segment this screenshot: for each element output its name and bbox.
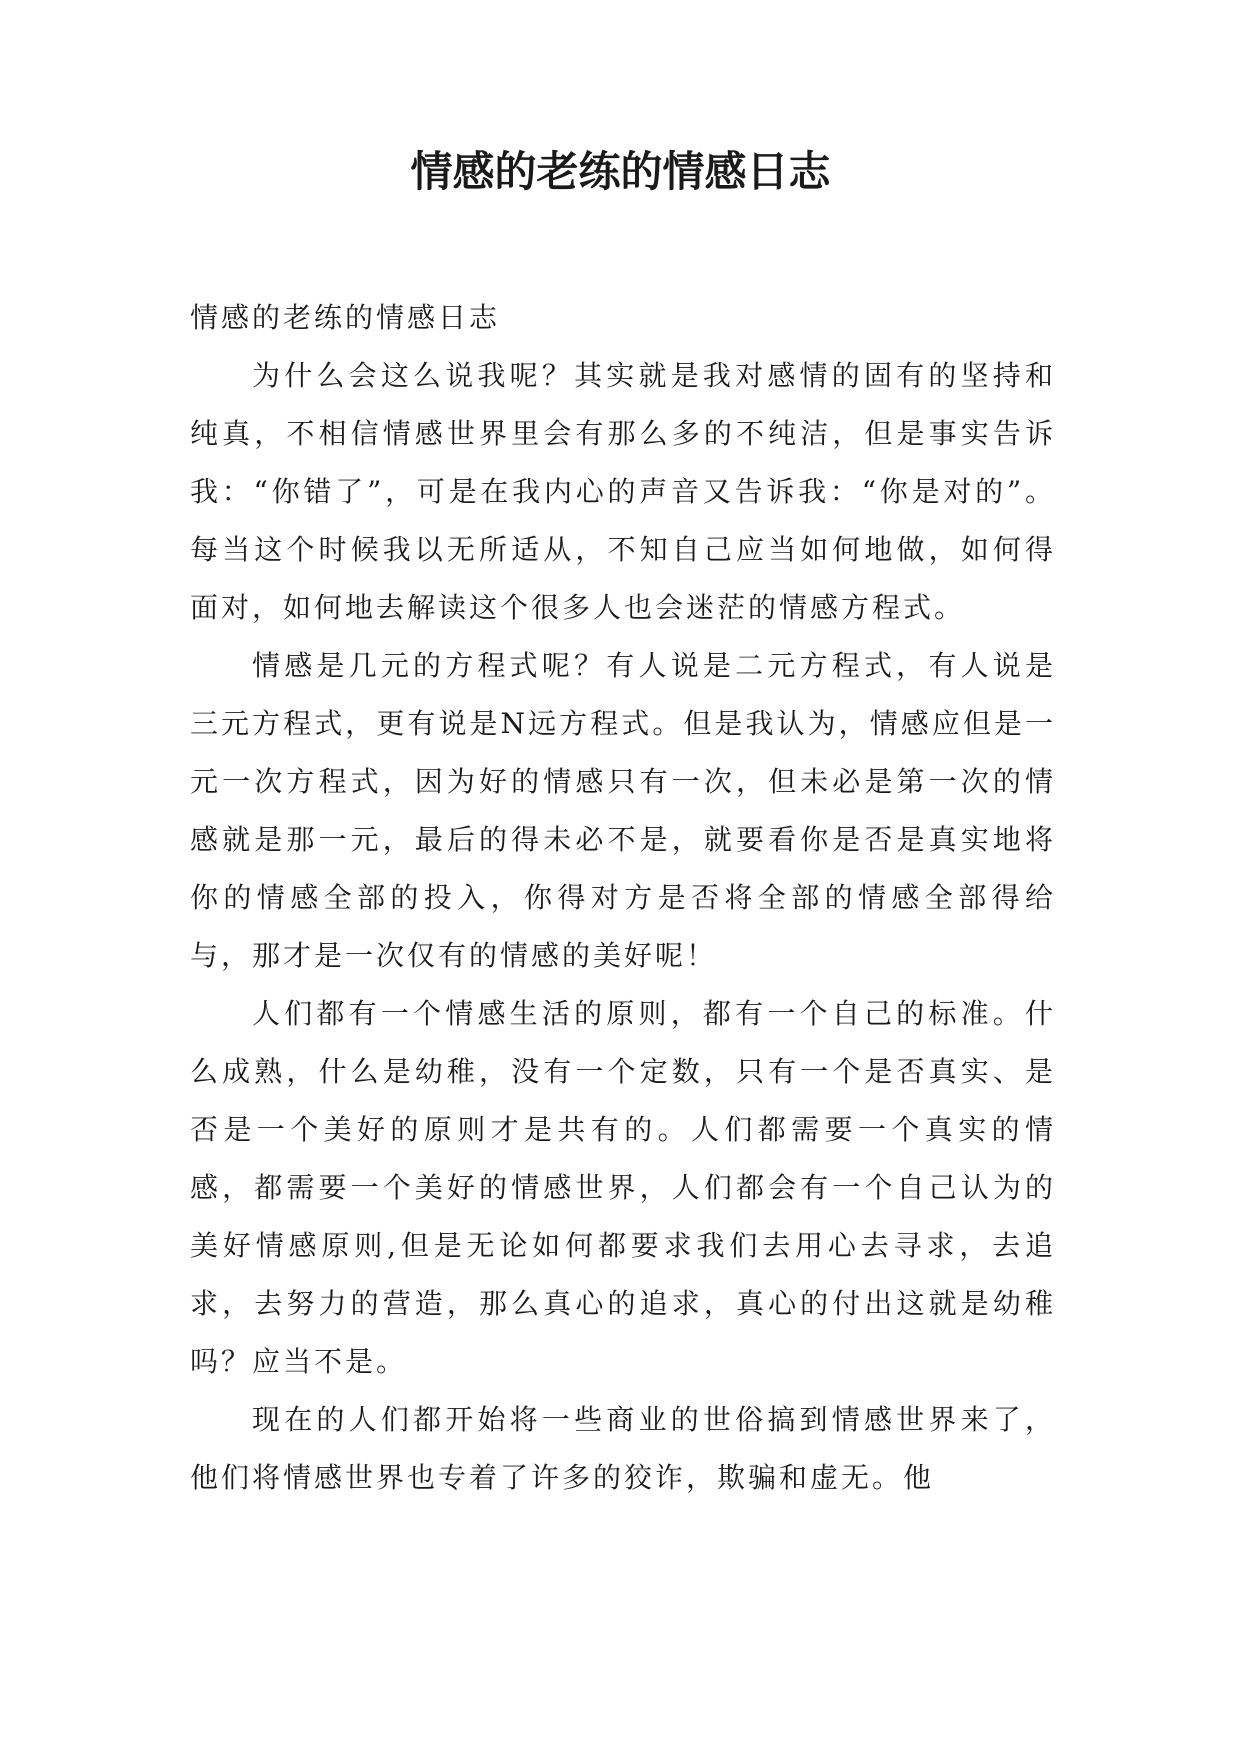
paragraph: 情感是几元的方程式呢？有人说是二元方程式，有人说是三元方程式，更有说是N远方程式。但是我认为，情感应但是一元一次方程式，因为好的情感只有一次，但未必是第一次的情感就是那一元，最后的得未必不是，就要看你是否是真实地将你的情感全部的投入，你得对方是否将全部的情感全部得给与，那才是一次仅有的情感的美好呢！ bbox=[190, 649, 1056, 972]
paragraph: 人们都有一个情感生活的原则，都有一个自己的标准。什么成熟，什么是幼稚，没有一个定数，只有一个是否真实、是否是一个美好的原则才是共有的。人们都需要一个真实的情感，都需要一个美好的情感世界，人们都会有一个自己认为的美好情感原则,但是无论如何都要求我们去用心去寻求，去追求，去努力的营造，那么真心的追求，真心的付出这就是幼稚吗？应当不是。 bbox=[190, 997, 1056, 1378]
document-body bbox=[190, 289, 1056, 1507]
paragraph: 为什么会这么说我呢？其实就是我对感情的固有的坚持和纯真，不相信情感世界里会有那么多的不纯洁，但是事实告诉我：“你错了”，可是在我内心的声音又告诉我：“你是对的”。每当这个时候我以无所适从，不知自己应当如何地做，如何得面对，如何地去解读这个很多人也会迷茫的情感方程式。 bbox=[190, 359, 1056, 624]
page-title: 情感的老练的情感日志 bbox=[410, 147, 831, 196]
document-subtitle: 情感的老练的情感日志 bbox=[190, 301, 501, 334]
paragraph: 现在的人们都开始将一些商业的世俗搞到情感世界来了，他们将情感世界也专着了许多的狡诈，欺骗和虚无。他 bbox=[190, 1403, 1056, 1494]
